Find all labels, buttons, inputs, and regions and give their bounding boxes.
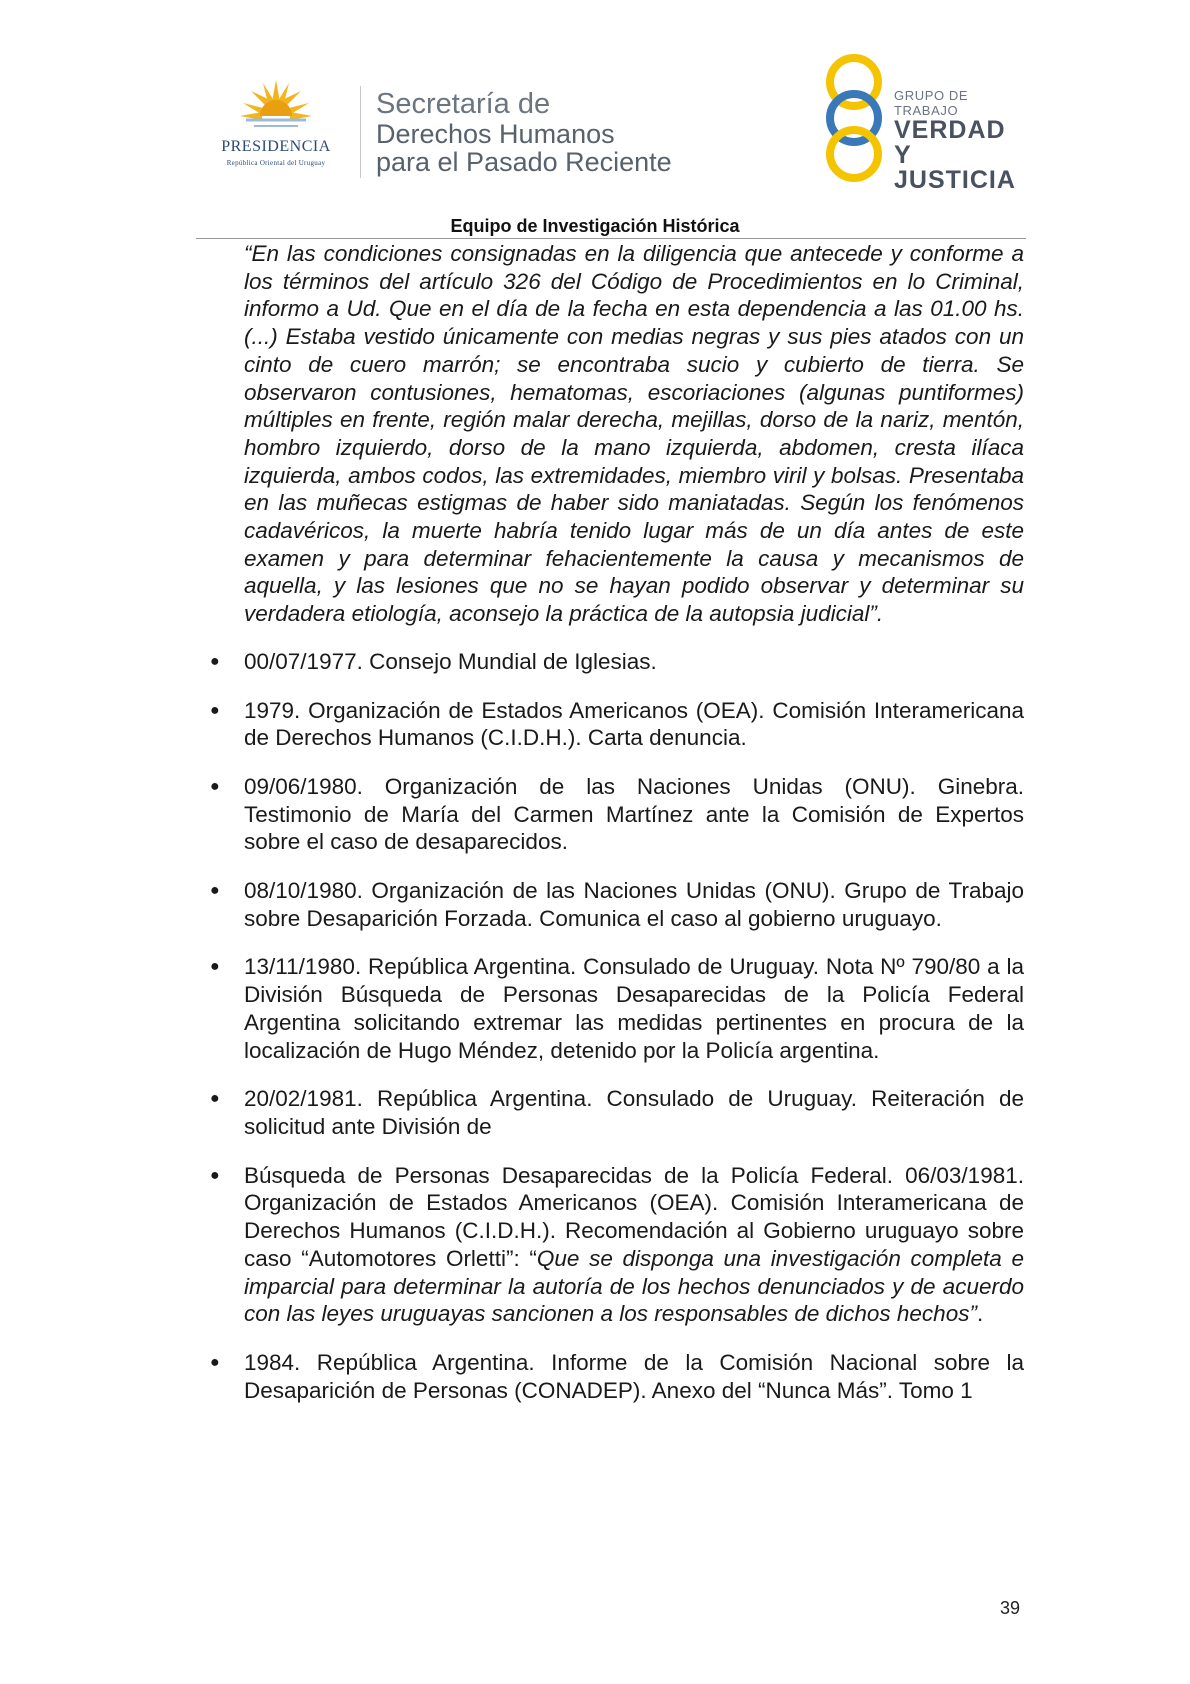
quote-paragraph: “En las condiciones consignadas en la diligencia que antecede y conforme a los términos del artículo 326 del Código de Procedimientos en lo Criminal, informo a Ud. Que en el día de la fecha en esta dependencia a las 01.00 hs. (...) Estaba vestido únicamente con medias negras y sus pies atados con un cinto de cuero marrón; se encontraba sucio y cubierto de tierra. Se observaron contusiones, hematomas, escoriaciones (algunas puntiformes) múltiples en frente, región malar derecha, mejillas, dorso de la nariz, mentón, hombro izquierdo, dorso de la mano izquierda, abdomen, cresta ilíaca izquierda, ambos codos, las extremidades, miembro viril y bolsas. Presentaba en las muñecas estigmas de haber sido maniatadas. Según los fenómenos cadavéricos, la muerte habría tenido lugar más de un día antes de este examen y para determinar fehacientemente la causa y mecanismos de aquella, y las lesiones que no se hayan podido observar y determinar su verdadera etiología, aconsejo la práctica de la autopsia judicial”. (244, 241, 1024, 627)
logo-divider (360, 86, 361, 178)
page-number: 39 (1000, 1598, 1021, 1618)
event-list (196, 648, 1026, 1404)
bullet-icon: ● (210, 882, 220, 900)
list-item-text: Búsqueda de Personas Desaparecidas de la Policía Federal. 06/03/1981. Organización de Estados Americanos (OEA). Comisión Interamericana de Derechos Humanos (C.I.D.H.). Recomendación al Gobierno uruguayo sobre caso “Automotores Orletti”: “ (244, 1162, 1024, 1271)
secretaria-line-3: para el Pasado Reciente (376, 147, 672, 177)
list-item-text: 09/06/1980. Organización de las Naciones Unidas (ONU). Ginebra. Testimonio de María del Carmen Martínez ante la Comisión de Expertos sobre el caso de desaparecidos. (244, 773, 1024, 855)
header-team-title: Equipo de Investigación Histórica (450, 216, 740, 236)
list-item-italic-quote: Que se disponga una investigación completa e imparcial para determinar la autoría de los hechos denunciados y de acuerdo con las leyes uruguayas sancionen a los responsables de dichos hechos” (244, 1245, 1024, 1327)
list-item (196, 1349, 1024, 1404)
bullet-icon: ● (210, 1166, 220, 1184)
bullet-icon: ● (210, 958, 220, 976)
list-item-text: 13/11/1980. República Argentina. Consulado de Uruguay. Nota Nº 790/80 a la División Búsqueda de Personas Desaparecidas de la Policía Federal Argentina solicitando extremar las medidas pertinentes en procura de la localización de Hugo Méndez, detenido por la Policía argentina. (244, 954, 1024, 1063)
gtvj-line-2: VERDAD Y (894, 116, 1006, 169)
bullet-icon: ● (210, 652, 220, 670)
bullet-icon: ● (210, 701, 220, 719)
bullet-icon: ● (210, 1090, 220, 1108)
list-item (196, 1162, 1024, 1328)
gtvj-line-3: JUSTICIA (894, 166, 1016, 194)
page-content (196, 240, 1026, 1425)
list-item-text: 1979. Organización de Estados Americanos (OEA). Comisión Interamericana de Derechos Humanos (C.I.D.H.). Carta denuncia. (244, 697, 1024, 751)
bullet-icon: ● (210, 1353, 220, 1371)
presidencia-logo (196, 78, 356, 178)
secretaria-line-2: Derechos Humanos (376, 119, 615, 149)
gtvj-line-1: GRUPO DE TRABAJO (894, 88, 969, 118)
list-item-tail: . (976, 1301, 984, 1327)
list-item-text: 1984. República Argentina. Informe de la Comisión Nacional sobre la Desaparición de Personas (CONADEP). Anexo del “Nunca Más”. Tomo 1 (244, 1349, 1024, 1403)
presidencia-subtitle: República Oriental del Uruguay (226, 159, 326, 167)
list-item-text: 00/07/1977. Consejo Mundial de Iglesias. (244, 648, 657, 674)
secretaria-logo-text (376, 88, 672, 176)
presidencia-name: PRESIDENCIA (221, 138, 331, 155)
page-header (0, 0, 1190, 240)
list-item (196, 953, 1024, 1064)
list-item-text: 08/10/1980. Organización de las Naciones Unidas (ONU). Grupo de Trabajo sobre Desaparición Forzada. Comunica el caso al gobierno uruguayo. (244, 878, 1024, 931)
bullet-icon: ● (210, 777, 220, 795)
list-item (196, 773, 1024, 856)
verdad-justicia-logo (820, 54, 1030, 194)
list-item (196, 877, 1024, 932)
list-item (196, 697, 1024, 752)
rings-icon (820, 54, 890, 184)
list-item-text: 20/02/1981. República Argentina. Consulado de Uruguay. Reiteración de solicitud ante División de (244, 1086, 1024, 1139)
list-item (196, 648, 1024, 676)
sun-emblem-icon (196, 78, 356, 138)
header-rule (196, 238, 1026, 239)
list-item (196, 1085, 1024, 1140)
secretaria-line-1: Secretaría de (376, 88, 551, 120)
